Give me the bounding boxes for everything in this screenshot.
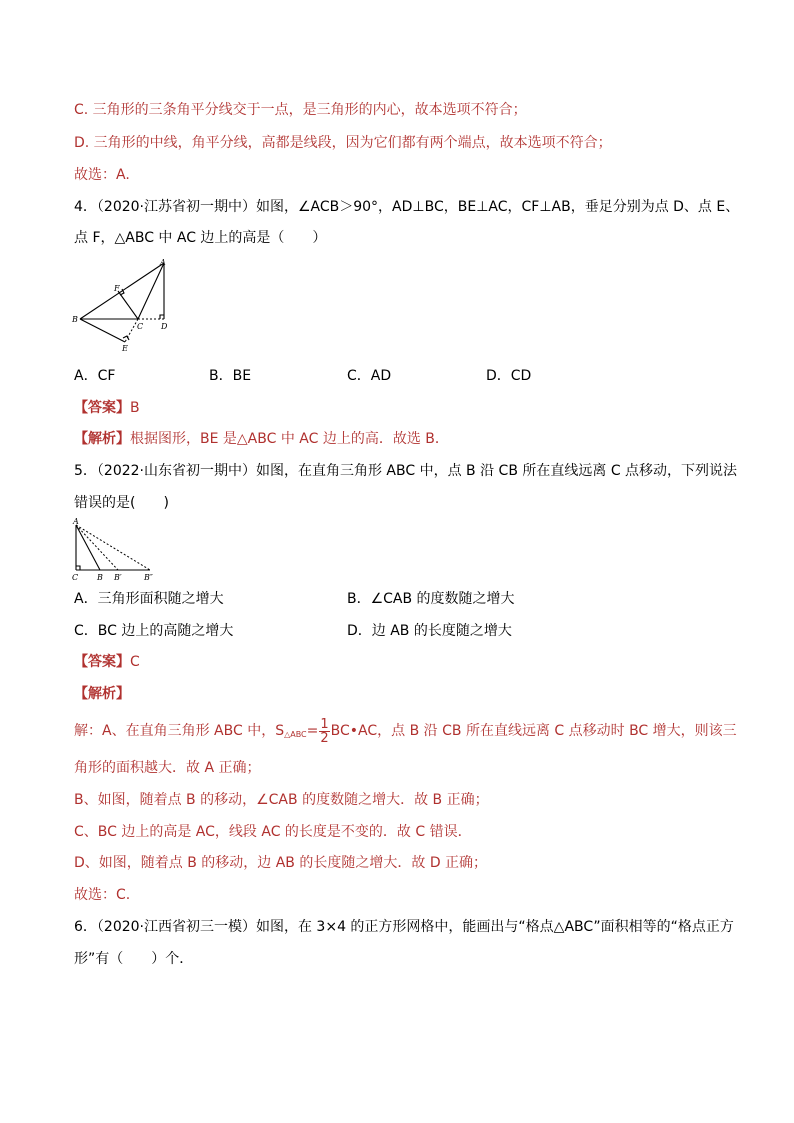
choice-answer: 故选：A. (74, 167, 130, 183)
q5-option-c: C．BC 边上的高随之增大 (74, 623, 234, 639)
q4-analysis-text: 根据图形，BE 是△ABC 中 AC 边上的高．故选 B． (130, 431, 449, 447)
q4-triangle-figure (68, 258, 176, 354)
q5-equals: = (306, 723, 319, 739)
q5-line-ab-double-prime (76, 525, 150, 570)
q5-solution-prefix: 解：A、在直角三角形 ABC 中，S (74, 723, 285, 739)
q5-label-b: B (97, 573, 103, 582)
q6-stem-line1: 6．（2020·江西省初三一模）如图，在 3×4 的正方形网格中，能画出与“格点△ABC”面积相等的“格点正方 (74, 919, 734, 935)
q5-answer-tag: 【答案】 (74, 654, 130, 670)
q4-answer-tag: 【答案】 (74, 400, 130, 416)
q5-answer-line (74, 652, 140, 672)
q5-fraction-numerator: 1 (320, 716, 329, 732)
q6-stem-line2: 形”有（ ）个． (74, 951, 194, 967)
q5-solution-b: B、如图，随着点 B 的移动，∠CAB 的度数随之增大．故 B 正确； (74, 792, 489, 808)
q5-fraction (319, 718, 329, 745)
q4-label-b: B (72, 315, 78, 324)
q5-label-b-prime: B′ (114, 573, 122, 582)
q4-line-be (80, 319, 125, 342)
q4-label-d: D (161, 322, 168, 331)
q5-label-c: C (72, 573, 79, 582)
q5-choice-answer: 故选：C. (74, 887, 131, 903)
q4-option-a: A．CF (74, 368, 116, 384)
q4-stem-line1: 4．（2020·江苏省初一期中）如图，∠ACB＞90°，AD⊥BC，BE⊥AC，CF⊥AB，垂足分别为点 D、点 E、 (74, 199, 740, 215)
q5-label-a: A (73, 517, 79, 526)
q5-solution-c: C、BC 边上的高是 AC，线段 AC 的长度是不变的．故 C 错误． (74, 824, 472, 840)
q4-analysis-tag: 【解析】 (74, 431, 130, 447)
q5-stem-line2: 错误的是( ) (74, 495, 169, 511)
q4-option-b: B．BE (209, 368, 252, 384)
q5-option-b: B．∠CAB 的度数随之增大 (347, 591, 515, 607)
q5-area-subscript: △ABC (284, 730, 307, 739)
q5-option-a: A．三角形面积随之增大 (74, 591, 224, 607)
q5-right-angle-c (76, 566, 80, 570)
q4-label-e: E (122, 344, 128, 353)
option-c-explanation: C. 三角形的三条角平分线交于一点，是三角形的内心，故本选项不符合； (74, 102, 527, 118)
q4-analysis-line (74, 429, 449, 449)
q5-solution-d: D、如图，随着点 B 的移动，边 AB 的长度随之增大．故 D 正确； (74, 855, 488, 871)
q5-fraction-denominator: 2 (320, 730, 329, 746)
q4-answer-line (74, 398, 140, 418)
q4-option-d: D．CD (486, 368, 532, 384)
option-d-explanation: D. 三角形的中线，角平分线，高都是线段，因为它们都有两个端点，故本选项不符合； (74, 135, 612, 151)
q5-answer-value: C (130, 654, 140, 670)
q5-solution-line1 (74, 716, 737, 750)
q5-analysis-tag: 【解析】 (74, 686, 130, 702)
q5-stem-line1: 5．（2022·山东省初一期中）如图，在直角三角形 ABC 中，点 B 沿 CB 所在直线远离 C 点移动，下列说法 (74, 463, 738, 479)
q4-answer-value: B (130, 400, 140, 416)
q4-line-cf (118, 291, 138, 319)
q4-label-a: A (160, 258, 166, 267)
q5-label-b-double-prime: B″ (144, 573, 153, 582)
q4-label-f: F (114, 284, 120, 293)
q4-option-c: C．AD (347, 368, 392, 384)
q5-solution-line2: 角形的面积越大．故 A 正确； (74, 760, 261, 776)
q4-stem-line2: 点 F，△ABC 中 AC 边上的高是（ ） (74, 230, 327, 246)
q4-right-angle-d (160, 315, 164, 319)
q5-option-d: D．边 AB 的长度随之增大 (347, 623, 512, 639)
q5-solution-after: BC•AC，点 B 沿 CB 所在直线远离 C 点移动时 BC 增大，则该三 (330, 723, 737, 739)
q4-label-c: C (137, 322, 144, 331)
q5-right-triangle-figure (68, 516, 164, 584)
